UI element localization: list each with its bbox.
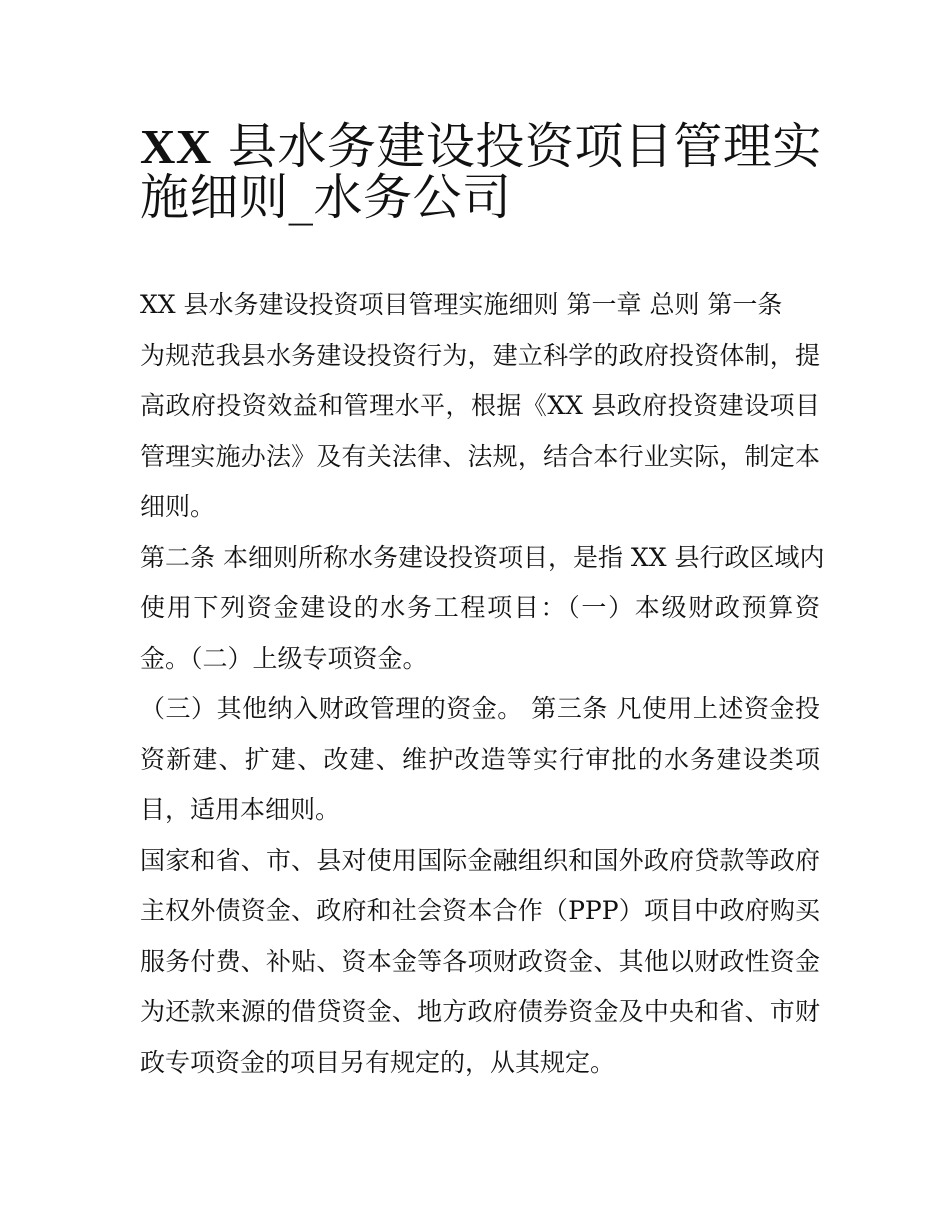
document-body: [140, 280, 825, 1088]
body-line: 主权外债资金、政府和社会资本合作（PPP）项目中政府购买: [140, 896, 820, 925]
body-line: 为还款来源的借贷资金、地方政府债券资金及中央和省、市财: [140, 997, 820, 1026]
body-line: 金。（二）上级专项资金。: [140, 643, 428, 673]
body-line: （三）其他纳入财政管理的资金。 第三条 凡使用上述资金投: [140, 694, 820, 723]
body-line: 资新建、扩建、改建、维护改造等实行审批的水务建设类项: [140, 744, 820, 774]
body-line: 为规范我县水务建设投资行为，建立科学的政府投资体制，提: [140, 340, 820, 370]
body-line: 细则。: [140, 492, 216, 521]
body-line: 高政府投资效益和管理水平，根据《XX 县政府投资建设项目: [140, 391, 820, 420]
title-line: 施细则_水务公司: [140, 168, 512, 226]
body-line: 第二条 本细则所称水务建设投资项目，是指 XX 县行政区域内: [140, 542, 825, 572]
title-latin-prefix: XX: [140, 119, 212, 174]
body-line: 使用下列资金建设的水务工程项目：（一）本级财政预算资: [140, 593, 820, 622]
body-line: 国家和省、市、县对使用国际金融组织和国外政府贷款等政府: [140, 845, 820, 875]
body-line: 目，适用本细则。: [140, 795, 341, 824]
body-line: 政专项资金的项目另有规定的，从其规定。: [140, 1047, 616, 1077]
title-line: XX 县水务建设投资项目管理实: [140, 118, 822, 175]
body-line: XX 县水务建设投资项目管理实施细则 第一章 总则 第一条: [140, 290, 783, 319]
document-title: [140, 112, 822, 226]
body-line: 服务付费、补贴、资本金等各项财政资金、其他以财政性资金: [140, 946, 820, 976]
body-line: 管理实施办法》及有关法律、法规，结合本行业实际，制定本: [140, 441, 820, 471]
